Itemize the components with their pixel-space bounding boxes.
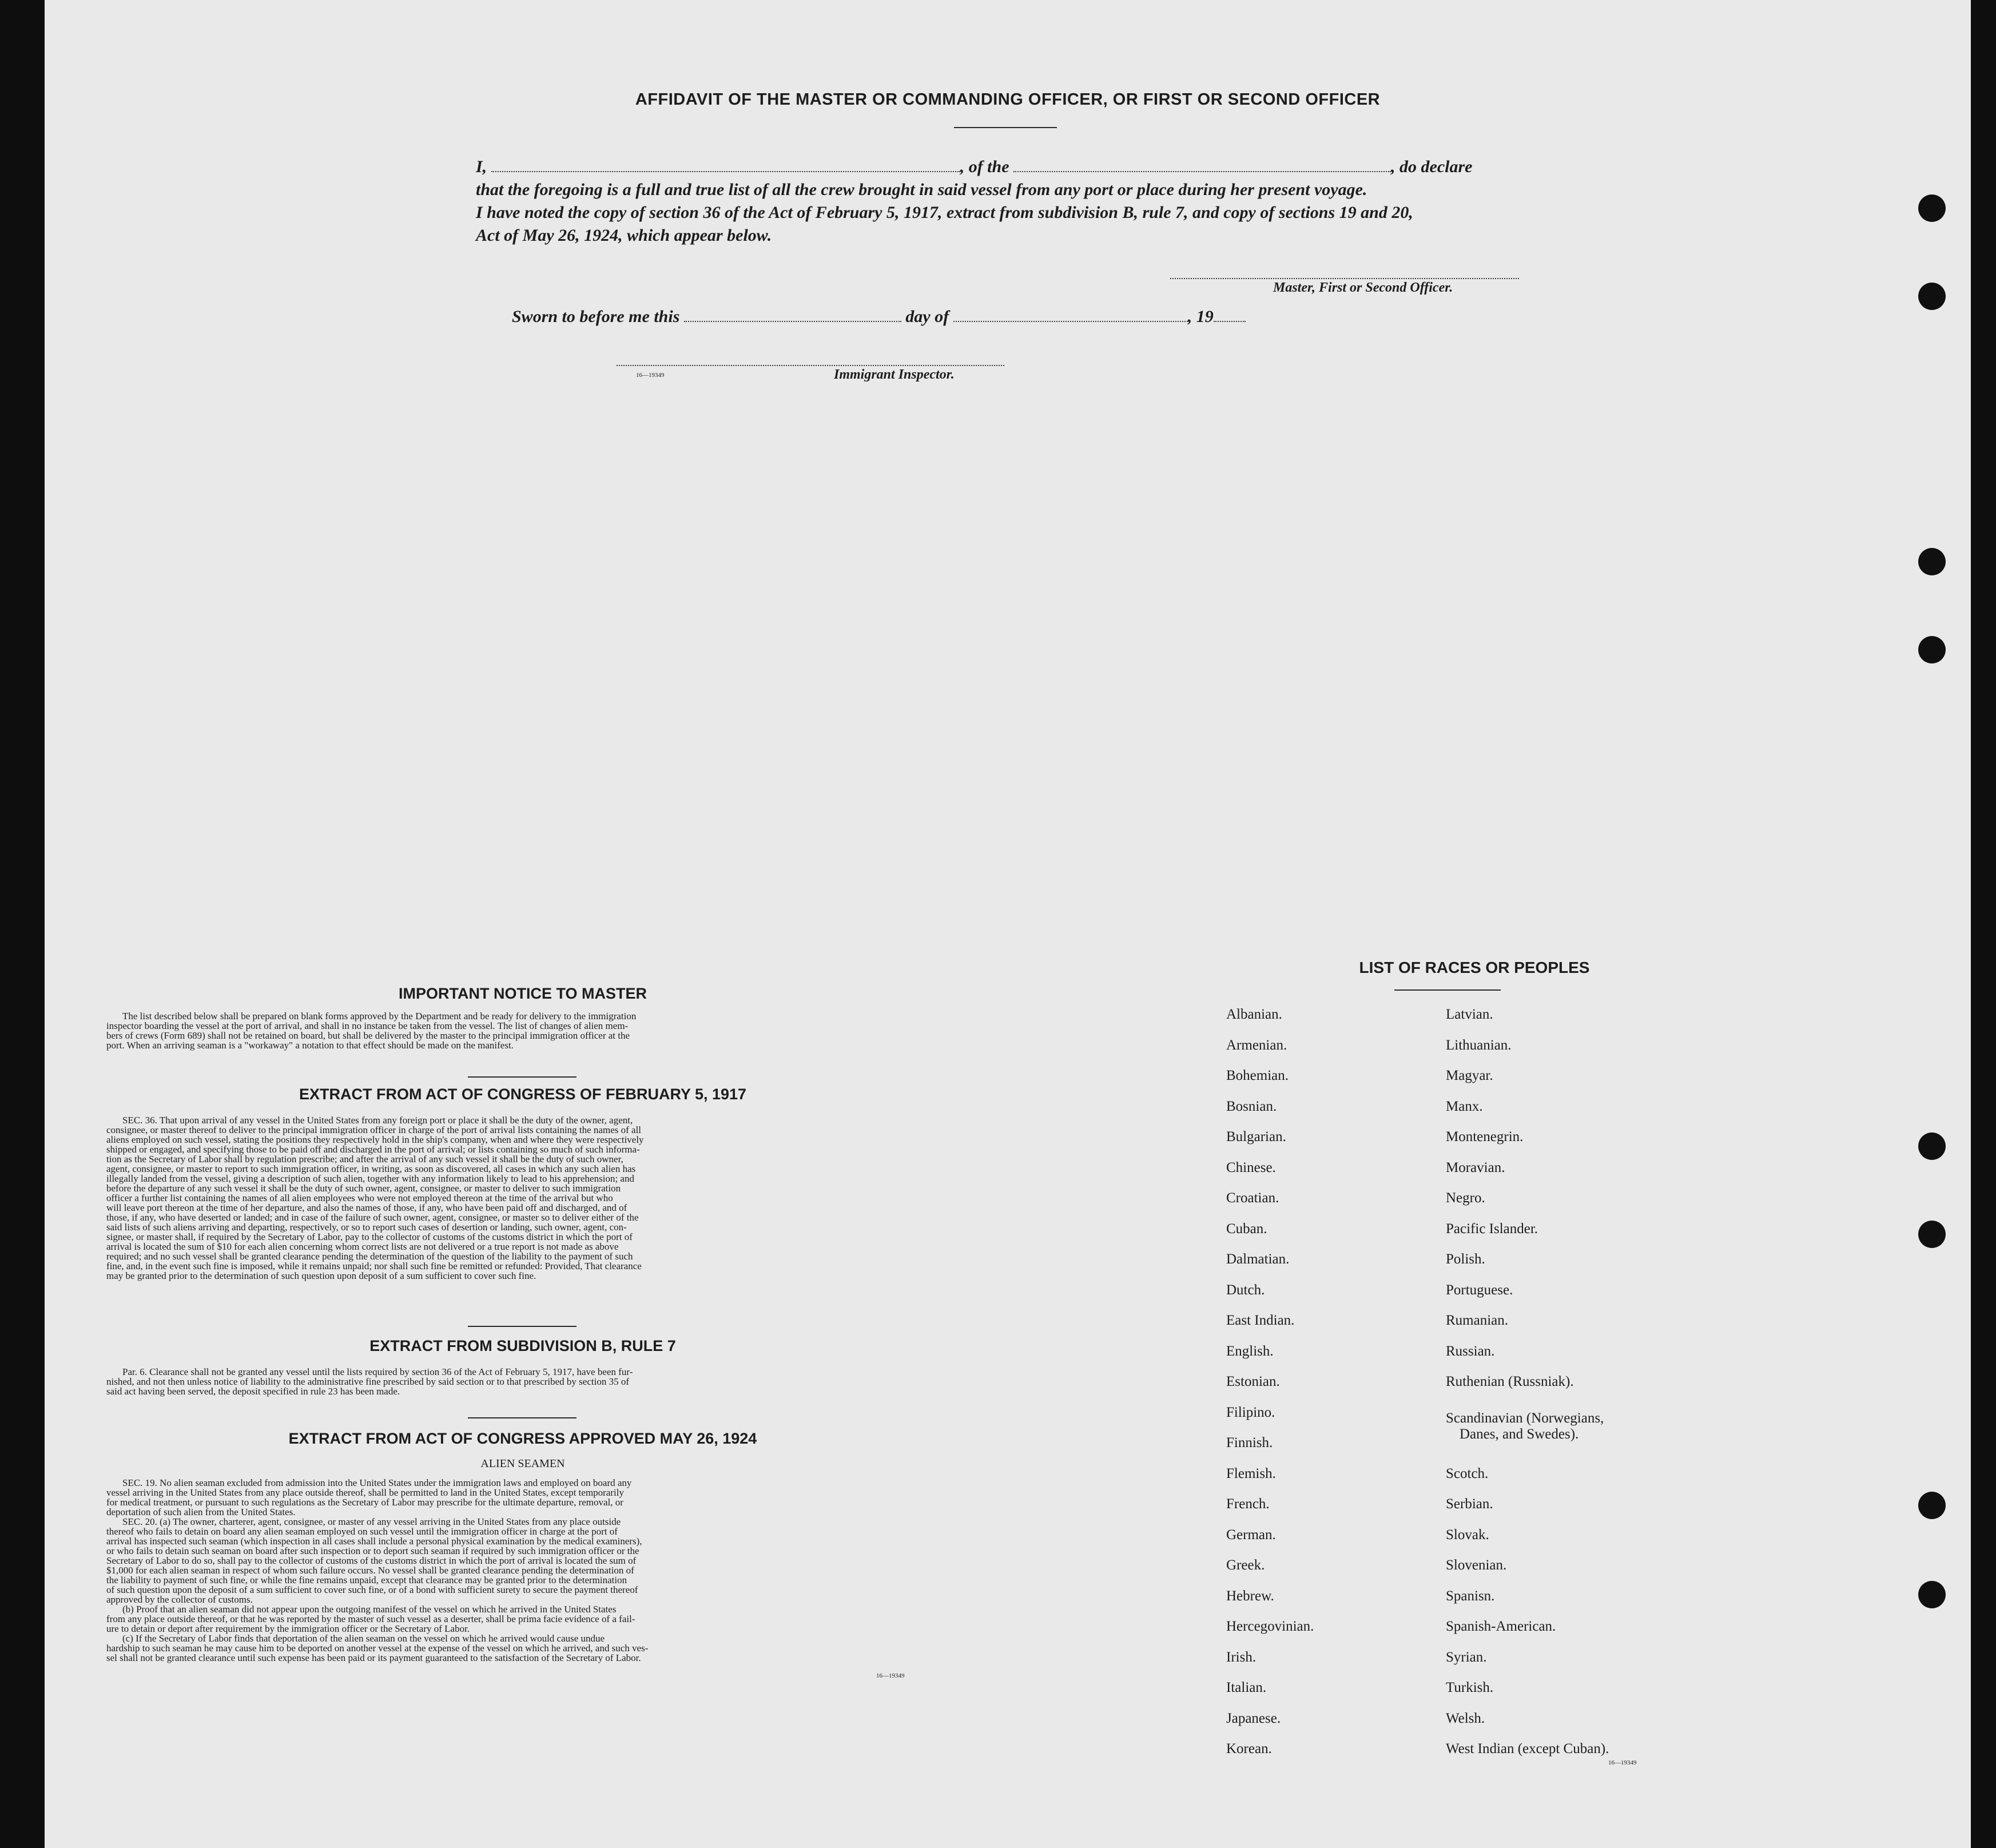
- race-item: Rumanian.: [1446, 1313, 1509, 1328]
- declaration-line-3: I have noted the copy of section 36 of the Act of February 5, 1917, extract from subdivision B, rule 7, and copy of sections 19 and 20,: [476, 203, 1413, 222]
- text-line: aliens employed on such vessel, stating the positions they respectively hold in the ship's company, when and where they were respectively: [106, 1134, 644, 1145]
- race-item: Turkish.: [1446, 1680, 1494, 1695]
- race-item: Lithuanian.: [1446, 1038, 1512, 1053]
- divider: [468, 1417, 576, 1418]
- race-item: Syrian.: [1446, 1650, 1487, 1665]
- text-line: before the departure of any such vessel it shall be the duty of such owner, agent, consignee, or master to deliver to such immigration: [106, 1183, 621, 1194]
- text-line: the liability to payment of such fine, or while the fine remains unpaid, except that clearance may be granted prior to the determination: [106, 1575, 627, 1585]
- text-line: for medical treatment, or pursuant to such regulations as the Secretary of Labor may prescribe for the ultimate departure, removal, or: [106, 1497, 623, 1508]
- race-item: Spanisn.: [1446, 1588, 1495, 1604]
- race-item: Armenian.: [1226, 1038, 1287, 1053]
- race-item: East Indian.: [1226, 1313, 1295, 1328]
- text-line: nished, and not then unless notice of liability to the administrative fine prescribed by said section or to that prescribed by section 35 of: [106, 1376, 629, 1387]
- race-item: Hercegovinian.: [1226, 1619, 1314, 1634]
- text-line: those, if any, who have deserted or landed; and in case of the failure of such owner, agent, consignee, or master so to deliver either of the: [106, 1212, 639, 1223]
- punch-hole: [1918, 283, 1946, 310]
- text-line: $1,000 for each alien seaman in respect of whom such failure occurs. No vessel shall be granted clearance pending the determination of: [106, 1565, 634, 1576]
- text-line: Par. 6. Clearance shall not be granted any vessel until the lists required by section 36 of the Act of February 5, 1917, have been fur-: [122, 1366, 633, 1377]
- sworn-label: Sworn to before me this: [512, 307, 680, 326]
- race-item: Manx.: [1446, 1099, 1483, 1114]
- act-1917-title: EXTRACT FROM ACT OF CONGRESS OF FEBRUARY 5, 1917: [299, 1086, 747, 1103]
- i-label: I,: [476, 157, 487, 176]
- sworn-month-field[interactable]: [953, 308, 1188, 322]
- act-1924-title: EXTRACT FROM ACT OF CONGRESS APPROVED MAY 26, 1924: [288, 1430, 757, 1447]
- text-line: vessel arriving in the United States from any place outside thereof, shall be permitted to land in the United States, except temporarily: [106, 1487, 624, 1498]
- race-item: Negro.: [1446, 1190, 1485, 1206]
- punch-hole: [1918, 1492, 1946, 1519]
- sworn-year-field[interactable]: [1214, 308, 1246, 322]
- race-item: Latvian.: [1446, 1007, 1493, 1022]
- race-item: Slovenian.: [1446, 1557, 1507, 1573]
- race-item: Magyar.: [1446, 1068, 1493, 1083]
- text-line: inspector boarding the vessel at the port of arrival, and shall in no instance be taken from the vessel. The list of changes of alien mem-: [106, 1020, 629, 1031]
- divider: [468, 1076, 576, 1078]
- notice-text: [106, 1011, 941, 1050]
- race-item: Italian.: [1226, 1680, 1267, 1695]
- act-1924-subtitle: ALIEN SEAMEN: [480, 1457, 565, 1470]
- declaration-line-1: [476, 156, 1585, 178]
- text-line: sel shall not be granted clearance until such expense has been paid or its payment guaranteed to the satisfaction of the Secretary of Labor.: [106, 1652, 641, 1663]
- race-item: Portuguese.: [1446, 1282, 1513, 1298]
- race-item: Ruthenian (Russniak).: [1446, 1374, 1574, 1389]
- inspector-signature-field[interactable]: [617, 352, 1004, 366]
- race-item: West Indian (except Cuban).: [1446, 1741, 1609, 1756]
- text-line: approved by the collector of customs.: [106, 1594, 253, 1605]
- master-signature-field[interactable]: [1170, 265, 1519, 279]
- text-line: of such question upon the deposit of a sum sufficient to cover such fine, or of a bond with sufficient surety to secure the payment thereof: [106, 1584, 638, 1595]
- text-line: port. When an arriving seaman is a "workaway" a notation to that effect should be made on the manifest.: [106, 1040, 514, 1051]
- of-the-label: , of the: [960, 157, 1009, 176]
- race-item: Estonian.: [1226, 1374, 1280, 1389]
- declaration-line-2: that the foregoing is a full and true list of all the crew brought in said vessel from any port or place during her present voyage.: [476, 180, 1367, 199]
- race-item: Bulgarian.: [1226, 1129, 1286, 1144]
- divider: [468, 1326, 576, 1327]
- text-line: signee, or master shall, if required by the Secretary of Labor, pay to the collector of customs of the customs district in which the port of: [106, 1231, 633, 1242]
- master-signature-label: Master, First or Second Officer.: [1273, 280, 1453, 295]
- race-item: Moravian.: [1446, 1160, 1505, 1175]
- punch-hole: [1918, 194, 1946, 222]
- sworn-day-field[interactable]: [684, 308, 901, 322]
- race-item: Dutch.: [1226, 1282, 1265, 1298]
- text-line: bers of crews (Form 689) shall not be retained on board, but shall be delivered by the master to the principal immigration officer at the: [106, 1030, 630, 1041]
- text-line: (b) Proof that an alien seaman did not appear upon the outgoing manifest of the vessel on which he arrived in the United States: [122, 1604, 617, 1615]
- inspector-signature-label: Immigrant Inspector.: [834, 367, 955, 382]
- punch-hole: [1918, 1581, 1946, 1608]
- text-line: from any place outside thereof, or that he was reported by the master of such vessel as a deserter, shall be prima facie evidence of a fail-: [106, 1613, 635, 1624]
- act-1924-text: [106, 1478, 941, 1663]
- sworn-line: [512, 305, 1621, 328]
- act-1917-text: [106, 1115, 941, 1281]
- race-item: Polish.: [1446, 1251, 1485, 1267]
- declaration-line-4: Act of May 26, 1924, which appear below.: [476, 226, 772, 245]
- races-title: LIST OF RACES OR PEOPLES: [1359, 959, 1590, 976]
- race-item: Spanish-American.: [1446, 1619, 1556, 1634]
- race-item: Hebrew.: [1226, 1588, 1274, 1604]
- race-item: Filipino.: [1226, 1405, 1275, 1420]
- race-item: Albanian.: [1226, 1007, 1282, 1022]
- text-line: shipped or engaged, and specifying those to be paid off and discharged in the port of arrival; or lists containing so much of such informa-: [106, 1144, 640, 1155]
- text-line: illegally landed from the vessel, giving a description of such alien, together with any information likely to lead to his apprehension; and: [106, 1173, 634, 1184]
- form-sheet: [45, 0, 1971, 1848]
- text-line: consignee, or master thereof to deliver to the principal immigration officer in charge of the port of arrival lists containing the names of all: [106, 1124, 642, 1135]
- race-item: Bohemian.: [1226, 1068, 1289, 1083]
- form-number: 16—19349: [1608, 1759, 1637, 1766]
- do-declare-label: , do declare: [1391, 157, 1473, 176]
- text-line: (c) If the Secretary of Labor finds that deportation of the alien seaman on the vessel on which he arrived would cause undue: [122, 1633, 605, 1644]
- text-line: required; and no such vessel shall be granted clearance pending the determination of the question of the liability to the payment of such: [106, 1251, 633, 1262]
- text-line: SEC. 36. That upon arrival of any vessel in the United States from any foreign port or place it shall be the duty of the owner, agent,: [122, 1115, 633, 1126]
- divider: [954, 127, 1057, 128]
- race-item: Flemish.: [1226, 1466, 1276, 1481]
- text-line: said act having been served, the deposit specified in rule 23 has been made.: [106, 1386, 400, 1397]
- vessel-field[interactable]: [1013, 158, 1391, 172]
- form-number: 16—19349: [876, 1672, 905, 1679]
- notice-title: IMPORTANT NOTICE TO MASTER: [399, 985, 647, 1002]
- text-line: may be granted prior to the determination of such question upon deposit of a sum sufficient to cover such fine.: [106, 1270, 536, 1281]
- text-line: said lists of such aliens arriving and departing, respectively, or so to report such cases of desertion or landing, such owner, agent, con-: [106, 1222, 627, 1233]
- punch-hole: [1918, 1221, 1946, 1248]
- name-field[interactable]: [491, 158, 960, 172]
- punch-hole: [1918, 636, 1946, 663]
- race-item: English.: [1226, 1344, 1274, 1359]
- text-line: deportation of such alien from the United States.: [106, 1507, 296, 1517]
- race-item: Welsh.: [1446, 1711, 1485, 1726]
- form-number: 16—19349: [636, 372, 665, 379]
- text-line: hardship to such seaman he may cause him to be deported on another vessel at the expense of the vessel on which he arrived, and such ves-: [106, 1643, 649, 1654]
- text-line: The list described below shall be prepared on blank forms approved by the Department and be ready for delivery to the immigration: [122, 1011, 637, 1022]
- text-line: Secretary of Labor to do so, shall pay to the collector of customs of the customs district in which the port of arrival is located the sum of: [106, 1555, 637, 1566]
- rule7-title: EXTRACT FROM SUBDIVISION B, RULE 7: [369, 1337, 676, 1354]
- race-item: French.: [1226, 1496, 1270, 1512]
- text-line: SEC. 20. (a) The owner, charterer, agent, consignee, or master of any vessel arriving in the United States from any place outside: [122, 1516, 621, 1527]
- race-item: Chinese.: [1226, 1160, 1276, 1175]
- race-item: Danes, and Swedes).: [1460, 1426, 1579, 1442]
- race-item: Montenegrin.: [1446, 1129, 1524, 1144]
- text-line: officer a further list containing the names of all alien employees who were not employed thereon at the time of the arrival but who: [106, 1193, 613, 1203]
- text-line: tion as the Secretary of Labor shall by regulation prescribe; and after the arrival of any such vessel it shall be the duty of such owner,: [106, 1154, 623, 1165]
- race-item: Slovak.: [1446, 1527, 1489, 1543]
- divider: [1394, 989, 1501, 991]
- text-line: ure to detain or deport after requirement by the immigration officer or the Secretary of Labor.: [106, 1623, 470, 1634]
- text-line: thereof who fails to detain on board any alien seaman employed on such vessel until the immigration officer in charge at the port of: [106, 1526, 618, 1537]
- text-line: fine, and, in the event such fine is imposed, while it remains unpaid; nor shall such fine be remitted or refunded: Provided, That clearance: [106, 1261, 642, 1271]
- race-item: Pacific Islander.: [1446, 1221, 1538, 1237]
- race-item: Korean.: [1226, 1741, 1272, 1756]
- text-line: or who fails to detain such seaman on board after such inspection or to deport such seaman if required by such immigration officer or the: [106, 1545, 639, 1556]
- race-item: Scotch.: [1446, 1466, 1489, 1481]
- race-item: Finnish.: [1226, 1435, 1273, 1450]
- race-item: Serbian.: [1446, 1496, 1493, 1512]
- text-line: SEC. 19. No alien seaman excluded from admission into the United States under the immigration laws and employed on board any: [122, 1477, 632, 1488]
- punch-hole: [1918, 1132, 1946, 1160]
- race-item: German.: [1226, 1527, 1276, 1543]
- text-line: arrival has inspected such seaman (which inspection in all cases shall include a personal physical examination by the medical examiners),: [106, 1536, 642, 1547]
- race-item: Bosnian.: [1226, 1099, 1277, 1114]
- text-line: arrival is located the sum of $10 for each alien concerning whom correct lists are not delivered or a true report is not made as above: [106, 1241, 619, 1252]
- race-item: Greek.: [1226, 1557, 1265, 1573]
- race-item: Scandinavian (Norwegians,: [1446, 1410, 1604, 1426]
- race-item: Japanese.: [1226, 1711, 1281, 1726]
- rule7-text: [106, 1367, 941, 1396]
- year-label: , 19: [1187, 307, 1214, 326]
- text-line: will leave port thereon at the time of her departure, and also the names of those, if any, who have been paid off and discharged, and of: [106, 1202, 627, 1213]
- race-item: Dalmatian.: [1226, 1251, 1290, 1267]
- punch-hole: [1918, 548, 1946, 575]
- text-line: agent, consignee, or master to report to such immigration officer, in writing, as soon as discovered, all cases in which any such alien has: [106, 1163, 636, 1174]
- race-item: Croatian.: [1226, 1190, 1279, 1206]
- day-of-label: day of: [905, 307, 949, 326]
- race-item: Cuban.: [1226, 1221, 1267, 1237]
- race-item: Irish.: [1226, 1650, 1257, 1665]
- affidavit-title: AFFIDAVIT OF THE MASTER OR COMMANDING OFFICER, OR FIRST OR SECOND OFFICER: [635, 90, 1381, 109]
- race-item: Russian.: [1446, 1344, 1495, 1359]
